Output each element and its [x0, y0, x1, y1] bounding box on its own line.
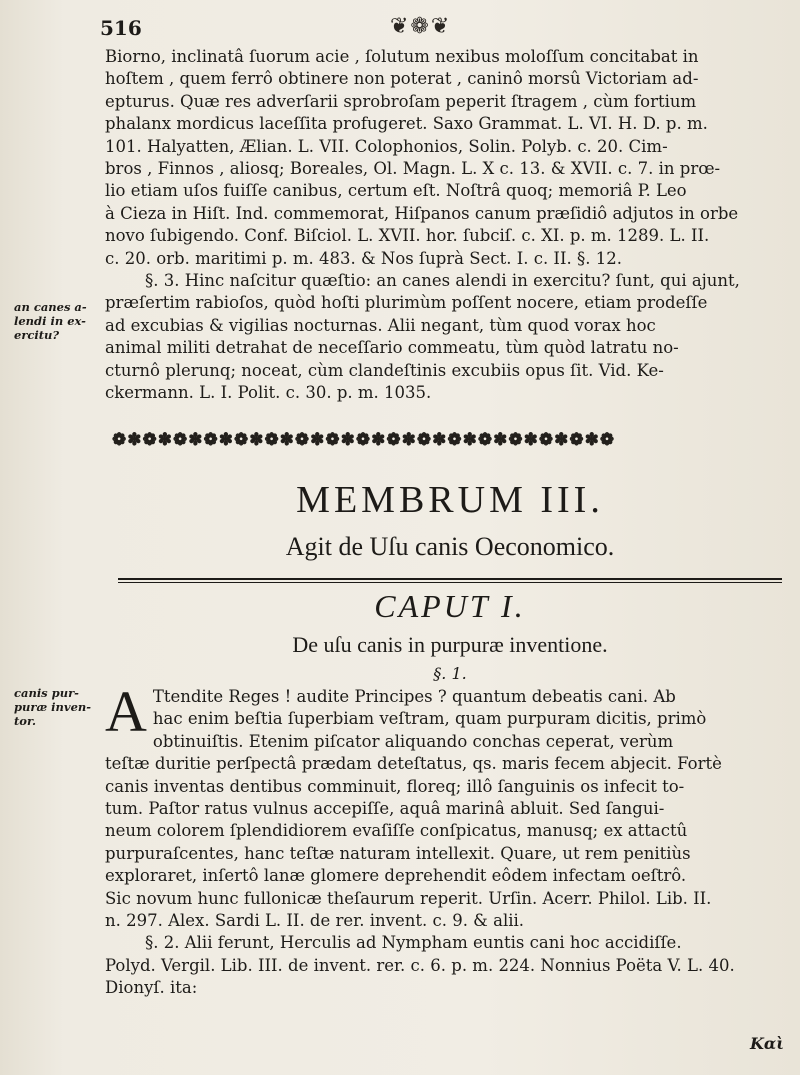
text-line: §. 3. Hinc naſcitur quæſtio: an canes alendi in exercitu? ſunt, qui ajunt, [145, 271, 740, 291]
text-line: tum. Paſtor ratus vulnus accepiſſe, aquâ marinâ abluit. Sed ſangui- [105, 799, 665, 819]
text-line: n. 297. Alex. Sardi L. II. de rer. invent. c. 9. & alii. [105, 911, 525, 931]
body-text-block [105, 679, 788, 1000]
text-line: obtinuiſtis. Etenim piſcator aliquando conchas ceperat, verùm [152, 731, 674, 751]
text-line: phalanx mordicus laceſſita profugeret. Saxo Grammat. L. VI. H. D. p. m. [105, 114, 708, 134]
text-line: §. 2. Alii ferunt, Herculis ad Nympham euntis cani hoc accidiſſe. [145, 933, 682, 953]
text-line: ckermann. L. I. Polit. c. 30. p. m. 1035. [105, 383, 432, 403]
membrum-subtitle: Agit de Uſu canis Oeconomico. [285, 532, 615, 561]
text-line: teſtæ duritie perſpectâ prædam deteſtatus, qs. maris fecem abjecit. Fortè [105, 754, 722, 774]
catchword: Καὶ [750, 1034, 784, 1053]
membrum-title: MEMBRUM III. [296, 479, 604, 521]
text-line: Sic novum hunc fullonicæ theſaurum reperit. Urſin. Acerr. Philol. Lib. II. [105, 888, 712, 908]
ornament-band: ❁✽❁✽❁✽❁✽❁✽❁✽❁✽❁✽❁✽❁✽❁✽❁✽❁✽❁✽❁✽❁✽❁ [112, 430, 616, 450]
text-line: Dionyſ. ita: [105, 978, 198, 998]
top-text-block [105, 46, 788, 405]
page-number: 516 [100, 16, 142, 40]
text-line: Ttendite Reges ! audite Principes ? quantum debeatis cani. Ab [152, 687, 676, 706]
text-line: c. 20. orb. maritimi p. m. 483. & Nos ſuprà Sect. I. c. II. §. 12. [105, 248, 622, 268]
drop-cap: A [105, 679, 147, 744]
text-line: 101. Halyatten, Ælian. L. VII. Colophonios, Solin. Polyb. c. 20. Cim- [105, 136, 668, 156]
text-line: animal militi detrahat de neceſſario commeatu, tùm quòd latratu no- [105, 338, 679, 358]
rule-line-thin [118, 582, 782, 583]
rule-line [118, 578, 782, 580]
text-line: bros , Finnos , aliosq; Boreales, Ol. Magn. L. X c. 13. & XVII. c. 7. in prœ- [105, 159, 721, 179]
text-line: hoſtem , quem ferrô obtinere non poterat , caninô morsû Victoriam ad- [105, 69, 699, 89]
margin-note-exercitu: an canes a-lendi in ex-ercitu? [14, 300, 87, 342]
text-line: neum colorem ſplendidiorem evaſiſſe conſpicatus, manusq; ex attactû [105, 821, 688, 841]
text-line: lio etiam uſos fuiſſe canibus, certum eſt. Noſtrâ quoq; memoriâ P. Leo [105, 181, 687, 201]
text-line: hac enim beſtia ſuperbiam veſtram, quam purpuram dicitis, primò [152, 709, 707, 729]
section-mark: §. 1. [433, 664, 467, 683]
caput-subtitle: De uſu canis in purpuræ inventione. [292, 632, 608, 657]
text-line: epturus. Quæ res adverſarii sprobroſam peperit ſtragem , cùm fortium [105, 91, 697, 111]
text-line: præſertim rabioſos, quòd hoſti plurimùm poſſent nocere, etiam prodeſſe [105, 293, 708, 313]
text-line: novo ſubigendo. Conf. Biſciol. L. XVII. hor. ſubciſ. c. XI. p. m. 1289. L. II. [105, 226, 710, 246]
text-line: cturnô plerunq; noceat, cùm clandeſtinis excubiis opus ſit. Vid. Ke- [105, 360, 664, 380]
text-line: Biorno, inclinatâ ſuorum acie , ſolutum nexibus moloſſum concitabat in [105, 47, 699, 66]
text-line: Polyd. Vergil. Lib. III. de invent. rer. c. 6. p. m. 224. Nonnius Poëta V. L. 40. [105, 955, 735, 975]
caput-title: CAPUT I. [374, 588, 526, 624]
text-line: purpuraſcentes, hanc teſtæ naturam intellexit. Quare, ut rem penitiùs [105, 843, 691, 863]
text-line: à Cieza in Hiſt. Ind. commemorat, Hiſpanos canum præſidiô adjutos in orbe [105, 203, 739, 223]
text-line: exploraret, inſertô lanæ glomere deprehendit eôdem infectam oeſtrô. [105, 866, 687, 886]
header-ornament: ❦❁❦ [390, 14, 452, 39]
text-line: ad excubias & vigilias nocturnas. Alii negant, tùm quod vorax hoc [105, 315, 656, 335]
margin-note-purpura: canis pur-puræ inven-tor. [14, 686, 92, 728]
text-line: canis inventas dentibus comminuit, floreq; illô ſanguinis os infecit to- [105, 776, 685, 796]
